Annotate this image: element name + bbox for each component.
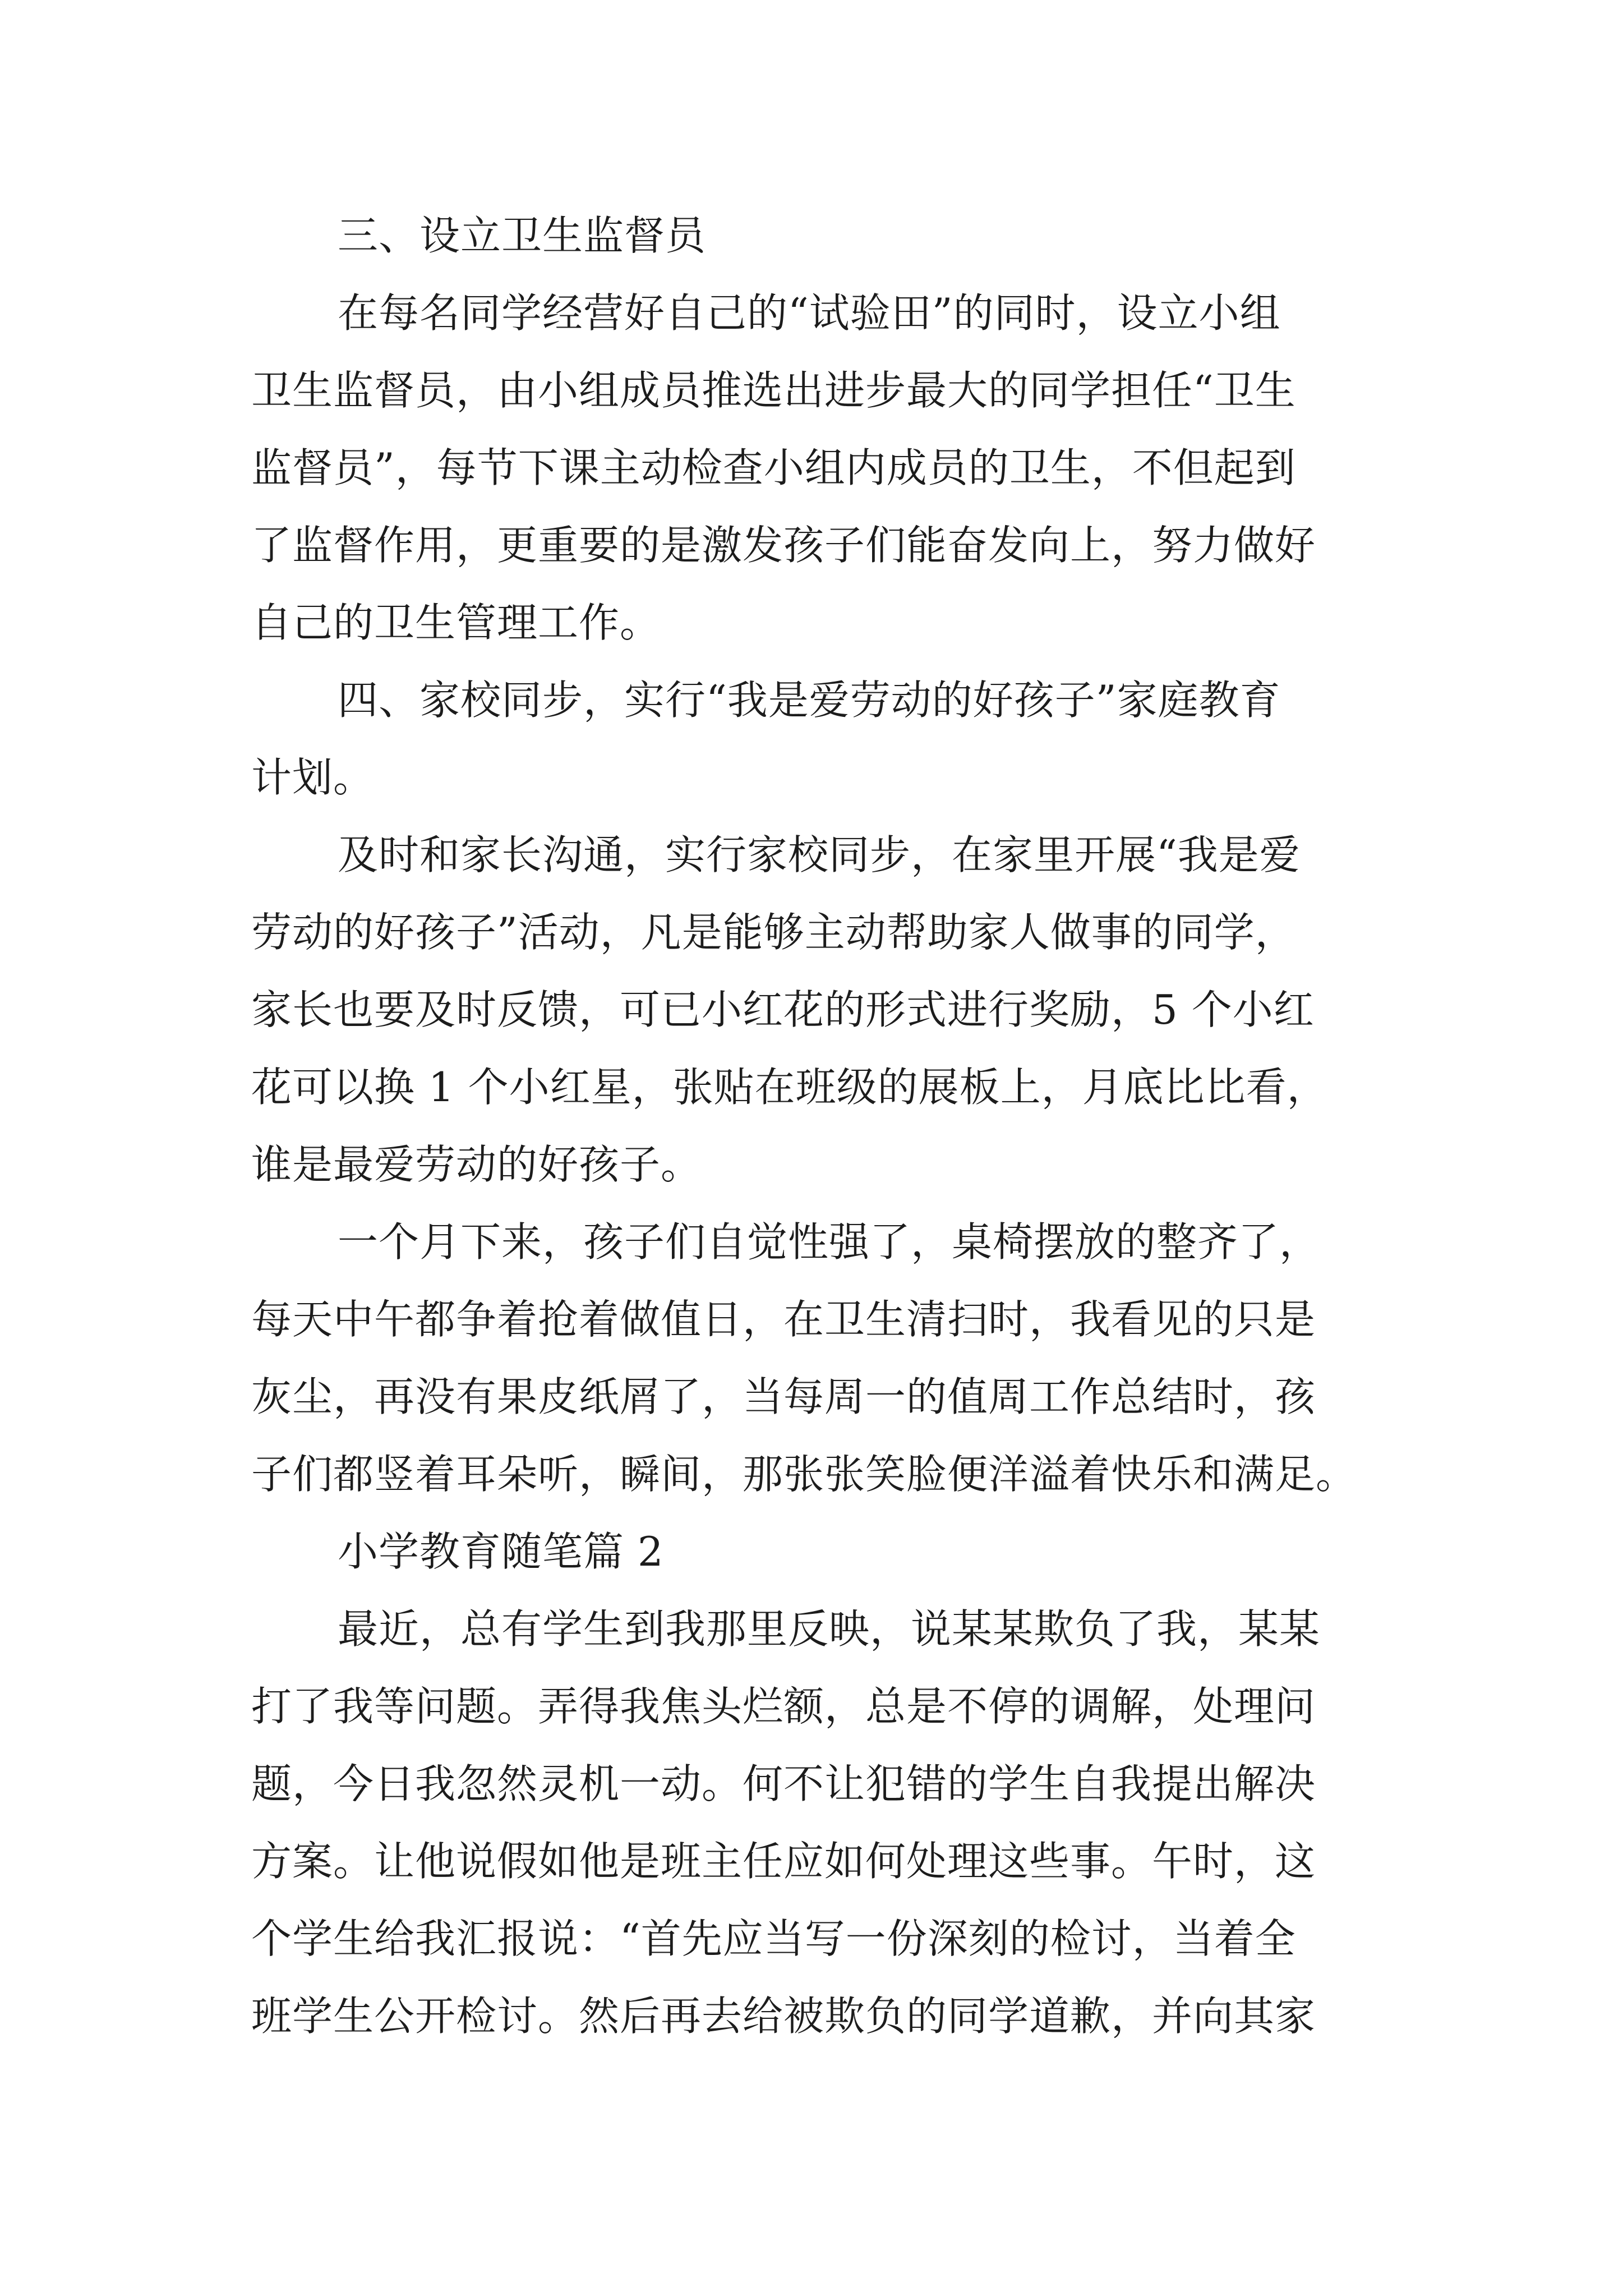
paragraph-line: 卫生监督员，由小组成员推选出进步最大的同学担任“卫生 — [251, 367, 1296, 414]
paragraph-line: 一个月下来，孩子们自觉性强了，桌椅摆放的整齐了， — [338, 1218, 1321, 1266]
paragraph-line: 了监督作用，更重要的是激发孩子们能奋发向上，努力做好 — [251, 522, 1316, 569]
paragraph-line: 劳动的好孩子”活动，凡是能够主动帮助家人做事的同学， — [251, 909, 1296, 956]
article-title: 小学教育随笔篇 2 — [338, 1528, 664, 1575]
paragraph-line: 花可以换 1 个小红星，张贴在班级的展板上，月底比比看， — [251, 1064, 1328, 1111]
paragraph-line: 自己的卫生管理工作。 — [251, 599, 661, 646]
section-heading-4: 四、家校同步，实行“我是爱劳动的好孩子”家庭教育 — [338, 677, 1281, 724]
paragraph-line: 题，今日我忽然灵机一动。何不让犯错的学生自我提出解决 — [251, 1760, 1316, 1807]
paragraph-line: 灰尘，再没有果皮纸屑了，当每周一的值周工作总结时，孩 — [251, 1373, 1316, 1420]
paragraph-line: 每天中午都争着抢着做值日，在卫生清扫时，我看见的只是 — [251, 1296, 1316, 1343]
paragraph-line: 监督员”，每节下课主动检查小组内成员的卫生，不但起到 — [251, 444, 1296, 491]
paragraph-line: 方案。让他说假如他是班主任应如何处理这些事。午时，这 — [251, 1838, 1316, 1885]
section-heading-3: 三、设立卫生监督员 — [338, 212, 707, 259]
paragraph-line: 最近，总有学生到我那里反映，说某某欺负了我，某某 — [338, 1605, 1321, 1653]
paragraph-line: 打了我等问题。弄得我焦头烂额，总是不停的调解，处理问 — [251, 1683, 1316, 1730]
paragraph-line: 家长也要及时反馈，可已小红花的形式进行奖励，5 个小红 — [251, 986, 1315, 1033]
section-heading-4-cont: 计划。 — [251, 754, 375, 801]
paragraph-line: 及时和家长沟通，实行家校同步，在家里开展“我是爱 — [338, 831, 1301, 878]
paragraph-line: 班学生公开检讨。然后再去给被欺负的同学道歉，并向其家 — [251, 1993, 1316, 2040]
paragraph-line: 子们都竖着耳朵听，瞬间，那张张笑脸便洋溢着快乐和满足。 — [251, 1451, 1357, 1498]
paragraph-line: 谁是最爱劳动的好孩子。 — [251, 1141, 702, 1188]
paragraph-line: 在每名同学经营好自己的“试验田”的同时，设立小组 — [338, 289, 1281, 337]
paragraph-line: 个学生给我汇报说：“首先应当写一份深刻的检讨，当着全 — [251, 1915, 1296, 1962]
